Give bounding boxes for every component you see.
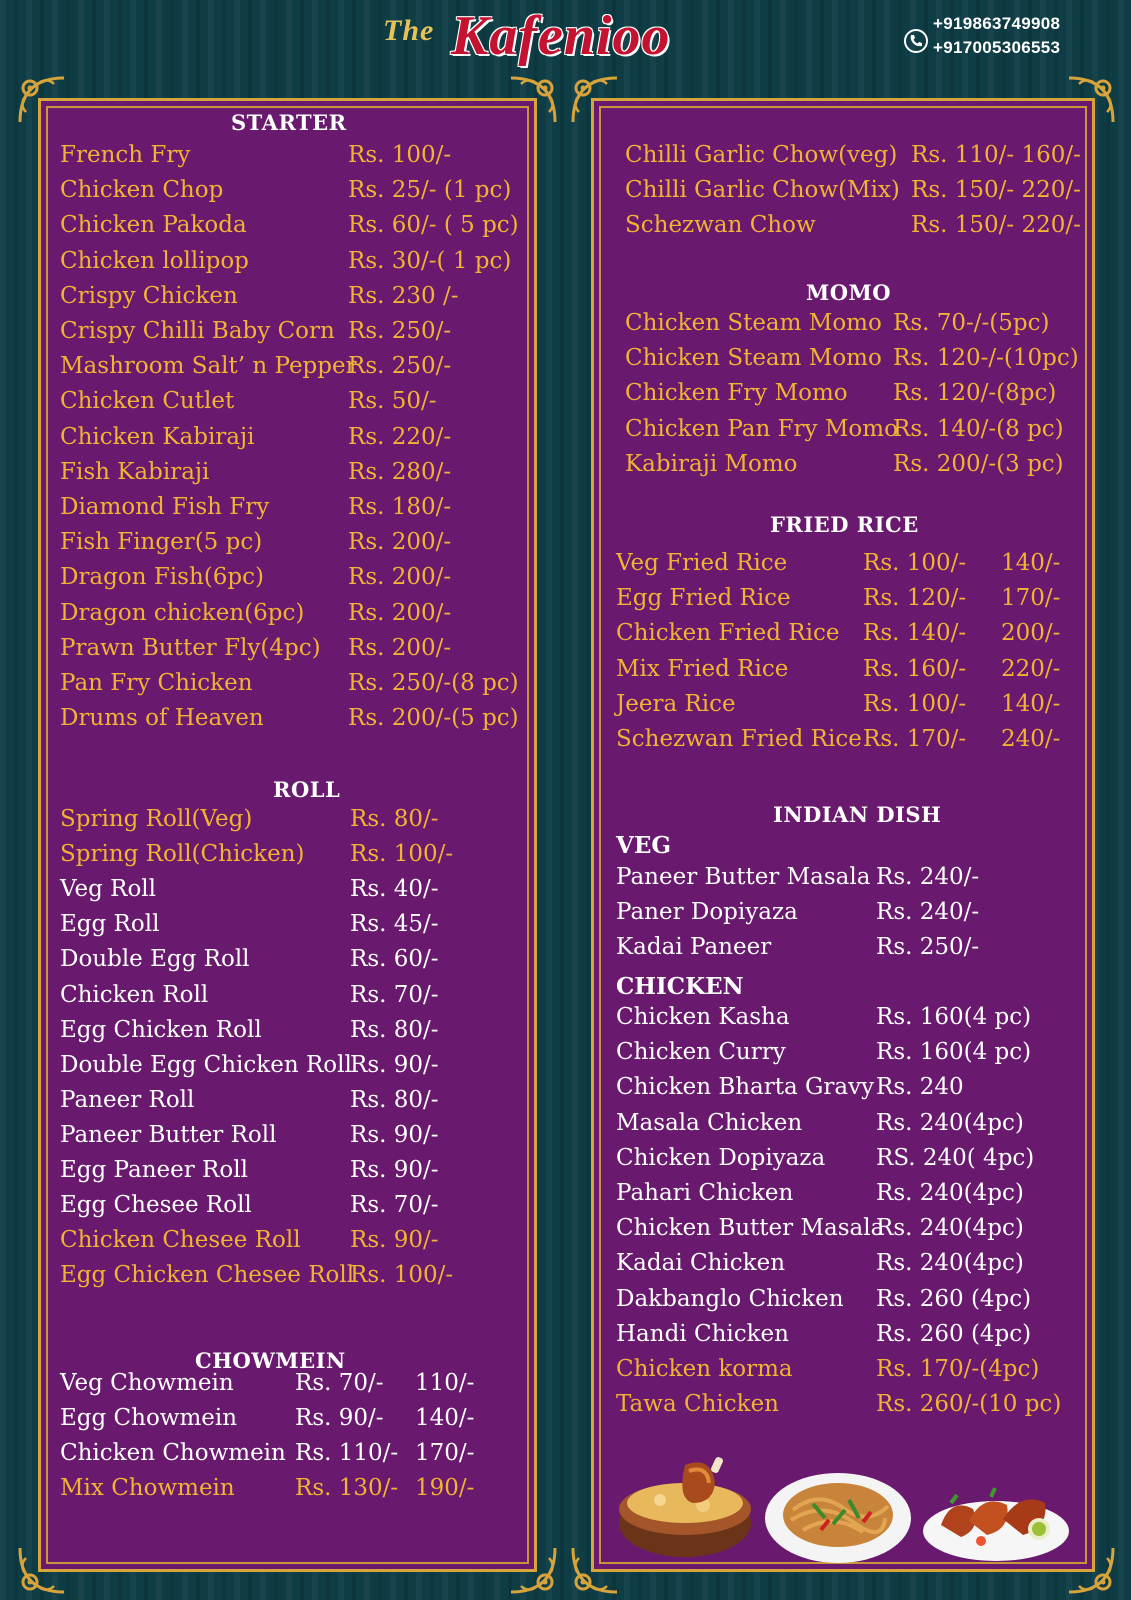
menu-item-row bbox=[20, 1087, 555, 1117]
menu-item-row bbox=[573, 620, 1113, 650]
ornament-icon bbox=[1063, 1542, 1119, 1598]
section-title-momo: MOMO bbox=[806, 280, 892, 305]
menu-item-row bbox=[20, 529, 555, 559]
menu-item-price: Rs. 250/- bbox=[348, 318, 452, 344]
menu-item-row bbox=[573, 934, 1113, 964]
contact-block bbox=[903, 14, 1093, 62]
menu-item-price: Rs. 120/-(8pc) bbox=[893, 380, 1057, 407]
menu-item-price: Rs. 200/- bbox=[348, 529, 452, 556]
menu-item-price: Rs. 70/- bbox=[295, 1370, 384, 1396]
menu-item-row bbox=[573, 656, 1113, 686]
menu-item-price: Rs. 70-/-(5pc) bbox=[893, 310, 1050, 336]
menu-item-name: Egg Paneer Roll bbox=[60, 1157, 248, 1183]
menu-item-name: Jeera Rice bbox=[616, 690, 736, 717]
menu-item-row bbox=[20, 494, 555, 524]
menu-item-price-large: 240/- bbox=[1001, 726, 1061, 752]
menu-item-row bbox=[573, 1321, 1113, 1351]
menu-item-name: Paneer Butter Masala bbox=[616, 864, 871, 890]
menu-item-row bbox=[573, 380, 1113, 410]
menu-item-price: Rs. 240(4pc) bbox=[876, 1250, 1024, 1277]
menu-item-price: Rs. 40/- bbox=[350, 876, 439, 903]
menu-item-name: Handi Chicken bbox=[616, 1320, 789, 1347]
menu-item-name: Pahari Chicken bbox=[616, 1180, 794, 1206]
menu-item-name: Paner Dopiyaza bbox=[616, 899, 798, 925]
phone-number-1[interactable]: +919863749908 bbox=[933, 14, 1061, 33]
menu-item-price: Rs. 90/- bbox=[350, 1227, 439, 1254]
menu-item-row bbox=[20, 946, 555, 976]
section-title-fried-rice: FRIED RICE bbox=[770, 512, 919, 537]
menu-item-name: Chicken Kasha bbox=[616, 1004, 790, 1030]
ornament-icon bbox=[567, 72, 623, 128]
menu-item-row bbox=[20, 424, 555, 454]
menu-item-name: Kabiraji Momo bbox=[625, 450, 798, 477]
menu-item-price: Rs. 120/- bbox=[863, 585, 967, 612]
menu-item-row bbox=[573, 691, 1113, 721]
menu-item-price: Rs. 100/- bbox=[348, 142, 452, 168]
menu-item-name: Spring Roll(Veg) bbox=[60, 806, 253, 832]
menu-item-name: Veg Roll bbox=[60, 876, 157, 903]
menu-item-row bbox=[573, 1250, 1113, 1280]
menu-item-name: Tawa Chicken bbox=[616, 1391, 779, 1418]
menu-item-row bbox=[573, 1286, 1113, 1316]
menu-item-name: Fish Kabiraji bbox=[60, 458, 210, 485]
menu-item-price: Rs. 160(4 pc) bbox=[876, 1004, 1032, 1030]
menu-item-row bbox=[20, 806, 555, 836]
ornament-icon bbox=[505, 72, 561, 128]
menu-item-row bbox=[20, 1192, 555, 1222]
menu-item-row bbox=[573, 1356, 1113, 1386]
menu-item-name: Egg Roll bbox=[60, 911, 160, 938]
menu-item-row bbox=[20, 1440, 555, 1470]
menu-item-row bbox=[20, 1475, 555, 1505]
menu-item-name: Kadai Paneer bbox=[616, 934, 772, 960]
menu-item-name: Kadai Chicken bbox=[616, 1250, 786, 1277]
menu-item-price: Rs. 90/- bbox=[295, 1405, 384, 1431]
menu-item-name: Chilli Garlic Chow(veg) bbox=[625, 142, 898, 168]
menu-item-row bbox=[573, 1004, 1113, 1034]
menu-item-price: Rs. 100/- bbox=[350, 1262, 454, 1289]
subsection-title-veg: VEG bbox=[616, 832, 672, 859]
menu-item-row bbox=[20, 982, 555, 1012]
menu-item-price-large: 220/- bbox=[1001, 655, 1061, 682]
menu-item-row bbox=[573, 1215, 1113, 1245]
menu-item-price-large: 140/- bbox=[1001, 690, 1061, 717]
brand-name: Kafenioo bbox=[451, 5, 671, 67]
menu-item-name: Veg Fried Rice bbox=[616, 550, 788, 576]
menu-item-price: Rs. 250/- bbox=[876, 934, 980, 960]
menu-item-name: Masala Chicken bbox=[616, 1109, 803, 1136]
menu-item-row bbox=[20, 1370, 555, 1400]
menu-item-row bbox=[573, 212, 1113, 242]
menu-item-row bbox=[20, 283, 555, 313]
menu-item-price: Rs. 170/-(4pc) bbox=[876, 1356, 1040, 1382]
menu-item-price: Rs. 140/-(8 pc) bbox=[893, 415, 1064, 442]
menu-item-name: Dragon Fish(6pc) bbox=[60, 564, 264, 591]
menu-item-name: Chicken Pan Fry Momo bbox=[625, 415, 898, 442]
menu-item-row bbox=[20, 600, 555, 630]
biryani-dish-image bbox=[615, 1445, 755, 1565]
menu-item-price: Rs. 250/-(8 pc) bbox=[348, 670, 519, 696]
menu-item-price: Rs. 230 /- bbox=[348, 282, 459, 309]
menu-item-price: Rs. 25/- (1 pc) bbox=[348, 177, 512, 204]
section-title-chowmein: CHOWMEIN bbox=[195, 1348, 346, 1373]
menu-item-price: Rs. 200/- bbox=[348, 634, 452, 661]
menu-item-row bbox=[573, 1180, 1113, 1210]
menu-item-price: Rs. 240/- bbox=[876, 864, 980, 890]
menu-item-price: Rs. 130/- bbox=[295, 1475, 399, 1501]
subsection-title-chicken: CHICKEN bbox=[616, 973, 744, 1000]
menu-item-row bbox=[573, 451, 1113, 481]
menu-item-price: Rs. 110/- 160/- bbox=[911, 142, 1081, 168]
menu-item-row bbox=[20, 177, 555, 207]
menu-item-price-large: 200/- bbox=[1001, 620, 1061, 647]
menu-item-name: Egg Fried Rice bbox=[616, 585, 791, 612]
menu-item-name: Drums of Heaven bbox=[60, 705, 264, 732]
menu-item-row bbox=[573, 864, 1113, 894]
chicken-kebab-dish-image bbox=[921, 1475, 1071, 1565]
menu-item-price: Rs. 200/- bbox=[348, 564, 452, 591]
menu-item-price: Rs. 100/- bbox=[863, 550, 967, 576]
menu-item-name: Spring Roll(Chicken) bbox=[60, 841, 305, 868]
menu-item-price: Rs. 110/- bbox=[295, 1440, 399, 1466]
menu-item-row bbox=[20, 459, 555, 489]
menu-item-price: Rs. 45/- bbox=[350, 911, 439, 938]
menu-item-name: Chicken Bharta Gravy bbox=[616, 1074, 875, 1101]
phone-number-2[interactable]: +917005306553 bbox=[933, 38, 1061, 57]
menu-item-name: Chicken lollipop bbox=[60, 247, 249, 274]
menu-item-name: Prawn Butter Fly(4pc) bbox=[60, 634, 321, 661]
menu-item-name: Egg Chesee Roll bbox=[60, 1192, 252, 1219]
menu-item-row bbox=[20, 635, 555, 665]
menu-item-row bbox=[573, 1074, 1113, 1104]
menu-item-price: RS. 240( 4pc) bbox=[876, 1144, 1035, 1171]
menu-item-name: Crispy Chilli Baby Corn bbox=[60, 318, 335, 344]
ornament-icon bbox=[1063, 72, 1119, 128]
menu-item-name: Chicken Steam Momo bbox=[625, 345, 882, 372]
section-title-starter: STARTER bbox=[231, 110, 347, 135]
menu-item-name: Egg Chowmein bbox=[60, 1405, 238, 1431]
menu-item-name: Schezwan Fried Rice bbox=[616, 726, 862, 752]
menu-item-row bbox=[20, 876, 555, 906]
menu-item-price: Rs. 80/- bbox=[350, 1016, 439, 1043]
menu-item-price: Rs. 150/- 220/- bbox=[911, 212, 1081, 238]
menu-item-price: Rs. 100/- bbox=[350, 841, 454, 868]
menu-item-price: Rs. 260 (4pc) bbox=[876, 1285, 1032, 1312]
menu-item-name: Egg Chicken Roll bbox=[60, 1016, 262, 1043]
menu-item-row bbox=[20, 670, 555, 700]
menu-item-row bbox=[20, 318, 555, 348]
right-menu-panel bbox=[573, 80, 1113, 1590]
menu-item-price-large: 110/- bbox=[415, 1370, 475, 1396]
menu-item-price: Rs. 170/- bbox=[863, 726, 967, 752]
menu-item-row bbox=[573, 726, 1113, 756]
menu-item-row bbox=[573, 1391, 1113, 1421]
phone-icon bbox=[903, 28, 929, 54]
menu-item-price: Rs. 180/- bbox=[348, 494, 452, 520]
menu-item-row bbox=[20, 142, 555, 172]
menu-item-price: Rs. 60/- bbox=[350, 946, 439, 973]
menu-item-row bbox=[573, 899, 1113, 929]
menu-item-row bbox=[20, 1122, 555, 1152]
menu-item-name: Double Egg Roll bbox=[60, 946, 250, 973]
menu-item-name: Chicken Chop bbox=[60, 177, 224, 204]
menu-item-price: Rs. 160(4 pc) bbox=[876, 1039, 1032, 1066]
menu-item-name: Egg Chicken Chesee Roll bbox=[60, 1262, 355, 1289]
menu-item-price: Rs. 240(4pc) bbox=[876, 1215, 1024, 1242]
menu-item-name: Paneer Roll bbox=[60, 1086, 195, 1113]
header bbox=[0, 0, 1131, 70]
menu-item-price: Rs. 150/- 220/- bbox=[911, 177, 1081, 203]
menu-item-price: Rs. 100/- bbox=[863, 690, 967, 717]
menu-item-price: Rs. 250/- bbox=[348, 353, 452, 380]
menu-item-name: Chilli Garlic Chow(Mix) bbox=[625, 177, 900, 203]
menu-item-price: Rs. 70/- bbox=[350, 1192, 439, 1219]
menu-item-name: Chicken Cutlet bbox=[60, 388, 235, 415]
menu-item-price: Rs. 240/- bbox=[876, 899, 980, 925]
menu-item-price: Rs. 120-/-(10pc) bbox=[893, 345, 1079, 372]
menu-item-name: Diamond Fish Fry bbox=[60, 494, 270, 520]
section-title-indian-dish: INDIAN DISH bbox=[773, 802, 942, 827]
menu-item-name: Mix Chowmein bbox=[60, 1475, 235, 1501]
ornament-icon bbox=[14, 72, 70, 128]
menu-item-name: Crispy Chicken bbox=[60, 282, 238, 309]
menu-item-name: Chicken Fry Momo bbox=[625, 380, 848, 407]
menu-item-row bbox=[573, 310, 1113, 340]
menu-item-price: Rs. 60/- ( 5 pc) bbox=[348, 212, 519, 239]
menu-item-price-large: 190/- bbox=[415, 1475, 475, 1501]
section-title-roll: ROLL bbox=[273, 777, 341, 802]
menu-item-price-large: 170/- bbox=[1001, 585, 1061, 612]
menu-item-price: Rs. 80/- bbox=[350, 806, 439, 832]
menu-item-row bbox=[20, 248, 555, 278]
menu-item-row bbox=[20, 1227, 555, 1257]
menu-item-price: Rs. 260/-(10 pc) bbox=[876, 1391, 1062, 1418]
menu-item-row bbox=[20, 388, 555, 418]
menu-item-row bbox=[20, 353, 555, 383]
menu-item-row bbox=[573, 142, 1113, 172]
menu-item-price: Rs. 140/- bbox=[863, 620, 967, 647]
menu-item-row bbox=[573, 585, 1113, 615]
menu-item-name: Chicken korma bbox=[616, 1356, 793, 1382]
left-menu-panel bbox=[20, 80, 555, 1590]
menu-item-name: Chicken Steam Momo bbox=[625, 310, 882, 336]
menu-item-price: Rs. 160/- bbox=[863, 655, 967, 682]
menu-item-row bbox=[20, 841, 555, 871]
menu-item-name: Fish Finger(5 pc) bbox=[60, 529, 263, 556]
menu-item-price-large: 170/- bbox=[415, 1440, 475, 1466]
ornament-icon bbox=[14, 1542, 70, 1598]
menu-item-price: Rs. 200/-(5 pc) bbox=[348, 705, 519, 732]
menu-item-name: French Fry bbox=[60, 142, 191, 168]
menu-item-price: Rs. 200/-(3 pc) bbox=[893, 450, 1064, 477]
menu-item-price-large: 140/- bbox=[1001, 550, 1061, 576]
menu-item-row bbox=[573, 1110, 1113, 1140]
noodles-dish-image bbox=[763, 1460, 913, 1568]
menu-item-row bbox=[20, 564, 555, 594]
menu-item-price: Rs. 50/- bbox=[348, 388, 437, 415]
menu-item-row bbox=[573, 177, 1113, 207]
brand-prefix: The bbox=[383, 14, 435, 47]
menu-item-name: Chicken Fried Rice bbox=[616, 620, 840, 647]
menu-item-price: Rs. 220/- bbox=[348, 423, 452, 450]
menu-item-row bbox=[573, 345, 1113, 375]
menu-item-price-large: 140/- bbox=[415, 1405, 475, 1431]
menu-item-row bbox=[20, 1262, 555, 1292]
menu-item-name: Schezwan Chow bbox=[625, 212, 816, 238]
menu-item-price: Rs. 80/- bbox=[350, 1086, 439, 1113]
menu-item-row bbox=[20, 1157, 555, 1187]
menu-item-row bbox=[20, 212, 555, 242]
menu-item-price: Rs. 240 bbox=[876, 1074, 964, 1101]
menu-item-price: Rs. 200/- bbox=[348, 599, 452, 626]
menu-item-name: Chicken Dopiyaza bbox=[616, 1144, 826, 1171]
menu-item-name: Pan Fry Chicken bbox=[60, 670, 253, 696]
menu-item-name: Chicken Butter Masala bbox=[616, 1215, 885, 1242]
menu-item-price: Rs. 90/- bbox=[350, 1121, 439, 1148]
menu-item-row bbox=[20, 1052, 555, 1082]
menu-item-row bbox=[20, 1017, 555, 1047]
menu-item-price: Rs. 70/- bbox=[350, 981, 439, 1008]
menu-item-price: Rs. 240(4pc) bbox=[876, 1180, 1024, 1206]
menu-item-name: Mashroom Salt’ n Pepper bbox=[60, 353, 357, 380]
menu-item-price: Rs. 240(4pc) bbox=[876, 1109, 1024, 1136]
menu-item-row bbox=[573, 1145, 1113, 1175]
menu-item-row bbox=[573, 550, 1113, 580]
menu-item-name: Chicken Pakoda bbox=[60, 212, 247, 239]
menu-item-row bbox=[573, 416, 1113, 446]
menu-item-price: Rs. 280/- bbox=[348, 458, 452, 485]
menu-item-name: Paneer Butter Roll bbox=[60, 1121, 277, 1148]
menu-item-name: Chicken Chesee Roll bbox=[60, 1227, 301, 1254]
menu-item-name: Chicken Curry bbox=[616, 1039, 786, 1066]
menu-item-name: Dakbanglo Chicken bbox=[616, 1285, 844, 1312]
menu-item-name: Veg Chowmein bbox=[60, 1370, 234, 1396]
menu-item-row bbox=[20, 1405, 555, 1435]
menu-item-price: Rs. 90/- bbox=[350, 1157, 439, 1183]
menu-item-row bbox=[573, 1039, 1113, 1069]
menu-item-price: Rs. 260 (4pc) bbox=[876, 1320, 1032, 1347]
menu-item-name: Mix Fried Rice bbox=[616, 655, 789, 682]
menu-item-name: Dragon chicken(6pc) bbox=[60, 599, 305, 626]
menu-item-name: Double Egg Chicken Roll bbox=[60, 1051, 352, 1078]
menu-item-price: Rs. 30/-( 1 pc) bbox=[348, 247, 512, 274]
menu-item-price: Rs. 90/- bbox=[350, 1051, 439, 1078]
ornament-icon bbox=[505, 1542, 561, 1598]
menu-item-row bbox=[20, 705, 555, 735]
menu-item-name: Chicken Roll bbox=[60, 981, 209, 1008]
menu-item-name: Chicken Kabiraji bbox=[60, 423, 255, 450]
menu-item-name: Chicken Chowmein bbox=[60, 1440, 286, 1466]
menu-item-row bbox=[20, 911, 555, 941]
